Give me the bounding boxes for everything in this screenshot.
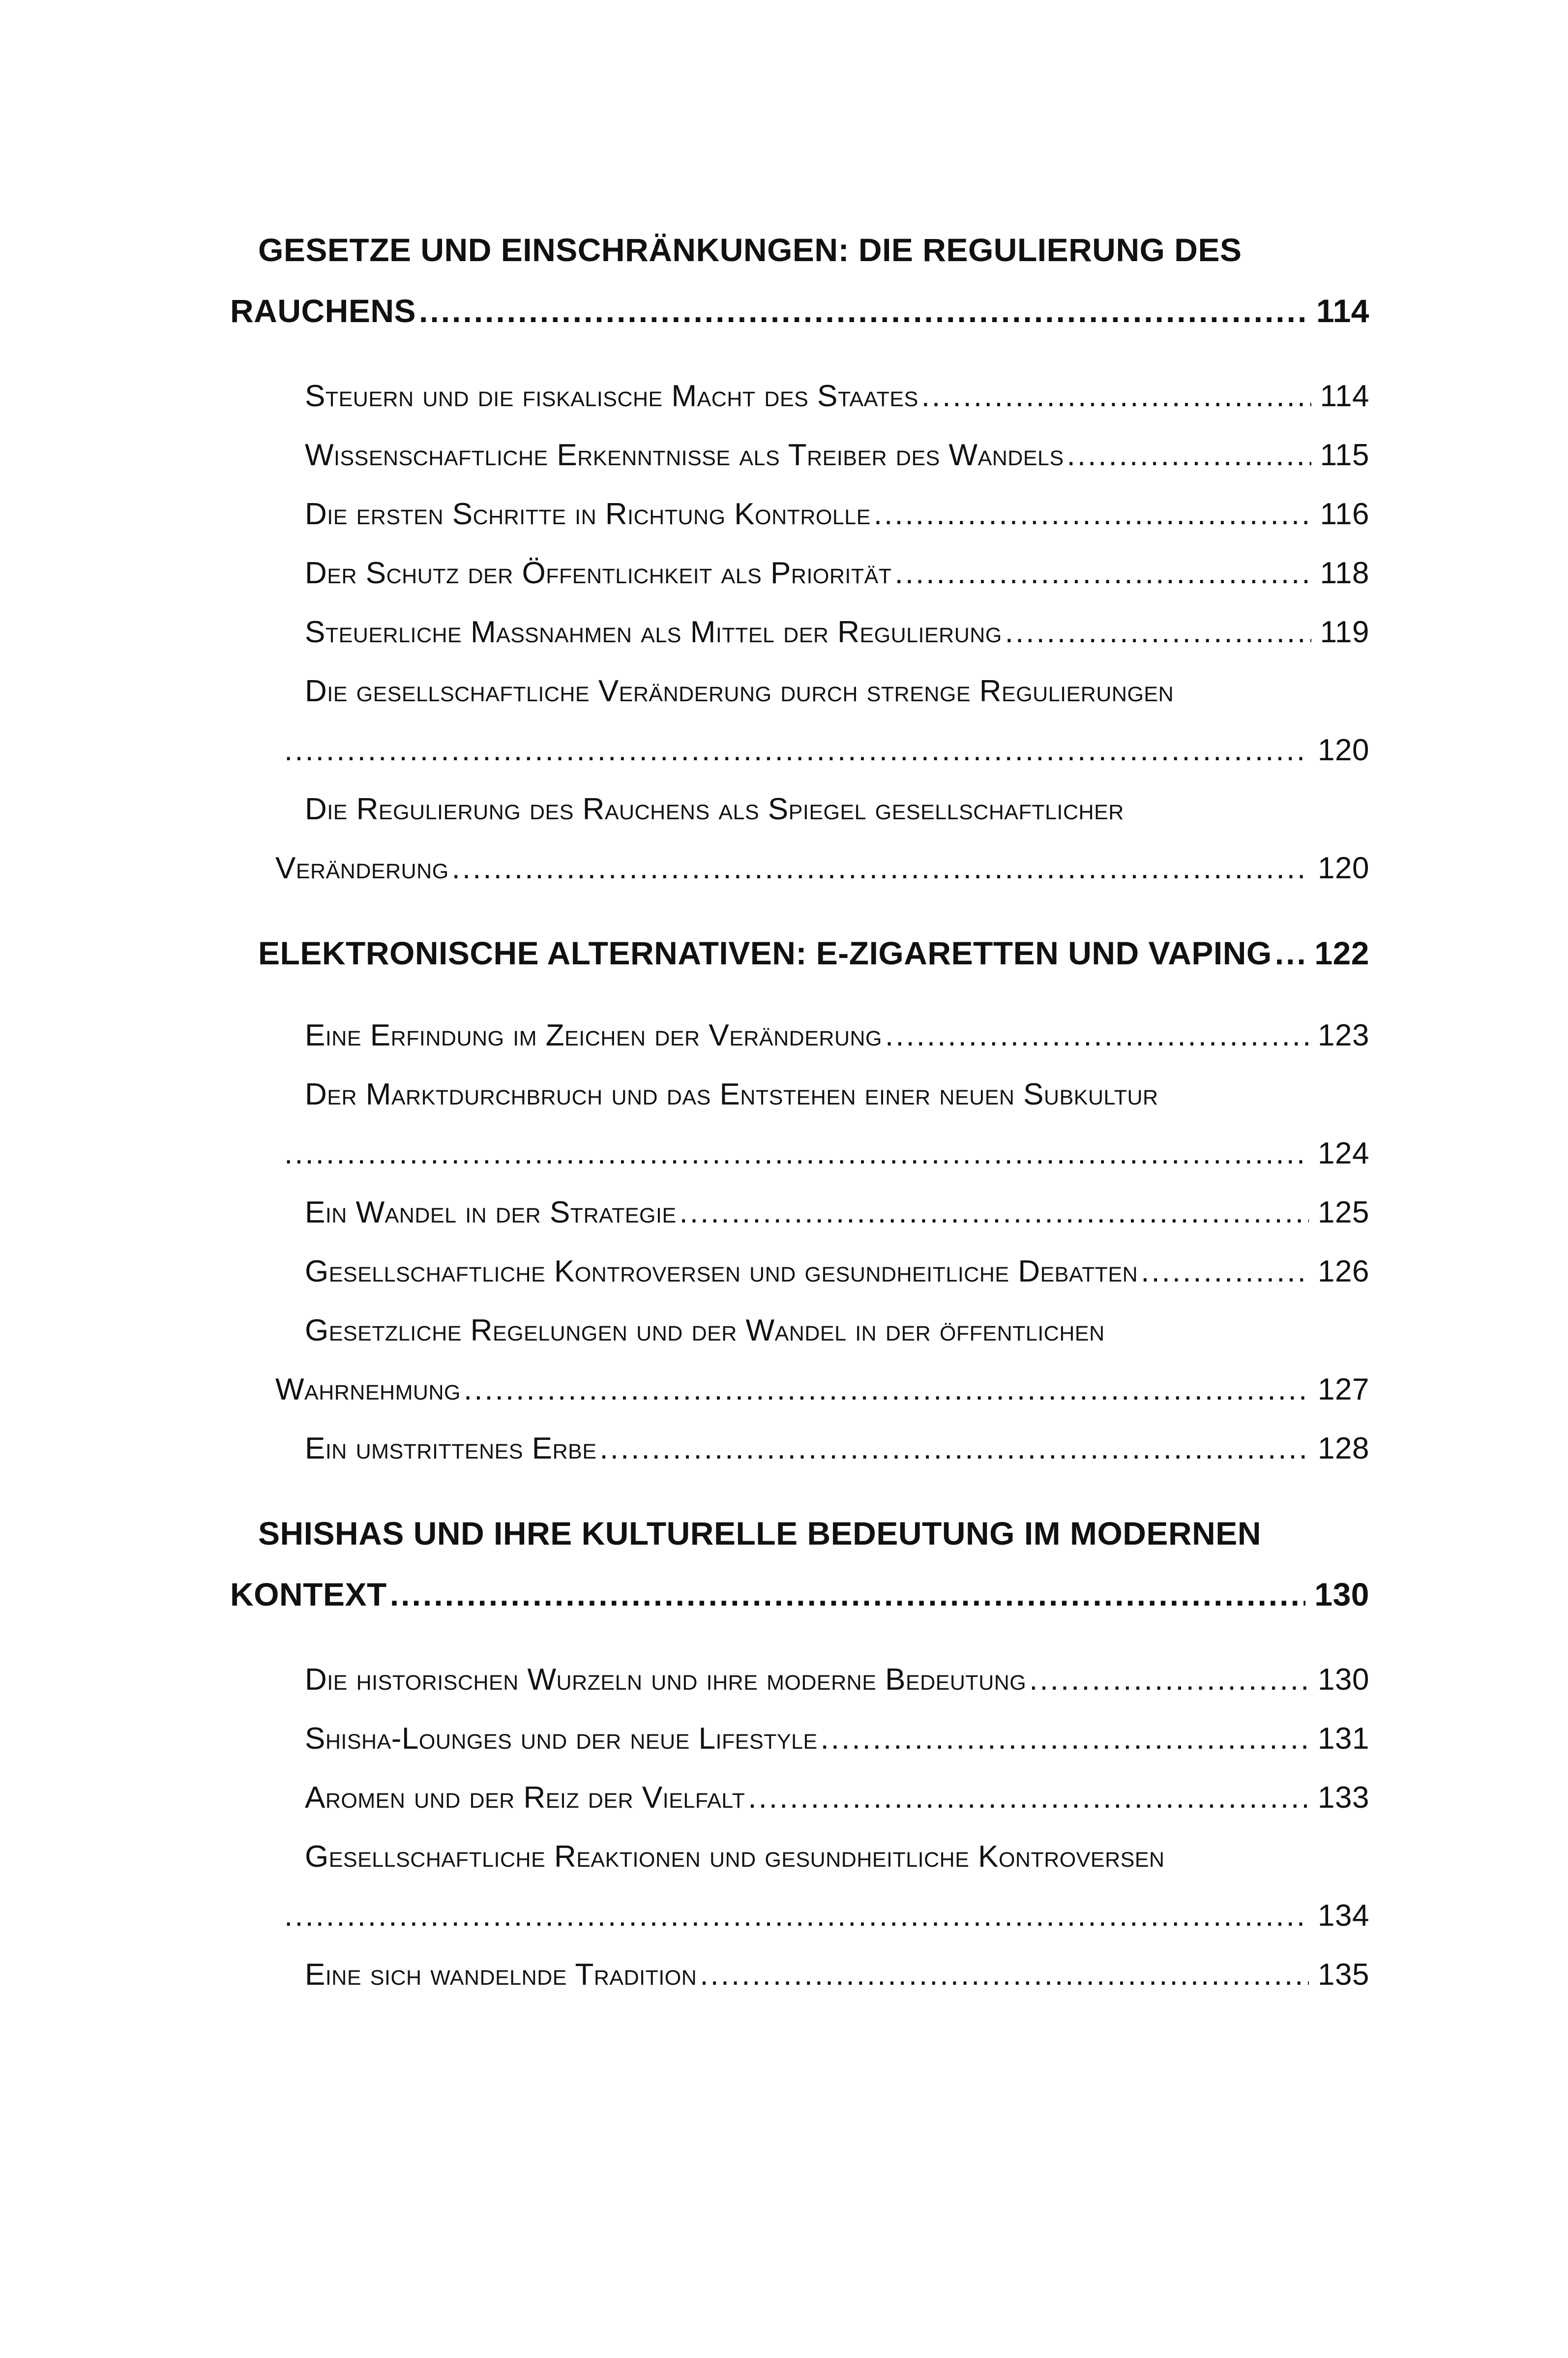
toc-entry-line1[interactable]	[305, 1077, 1369, 1112]
page-number: 118	[1320, 556, 1369, 590]
page-number: 119	[1320, 615, 1369, 649]
entry-title: Die ersten Schritte in Richtung Kontrolle	[305, 497, 871, 531]
chapter-2-title[interactable]	[258, 934, 1369, 972]
dot-leader	[700, 1957, 1309, 1992]
chapter-3-title-line2[interactable]	[230, 1576, 1369, 1613]
entry-title: Gesellschaftliche Reaktionen und gesundheitliche Kontroversen	[305, 1840, 1165, 1874]
dot-leader	[748, 1780, 1309, 1815]
page-number: 120	[1318, 851, 1369, 885]
entry-title: Wahrnehmung	[275, 1373, 461, 1406]
dot-leader	[390, 1576, 1306, 1613]
dot-leader	[1005, 615, 1311, 650]
entry-title: Shisha-Lounges und der neue Lifestyle	[305, 1722, 818, 1756]
page-number: 114	[1320, 379, 1369, 413]
dot-leader	[1067, 438, 1311, 473]
entry-title: Der Marktdurchbruch und das Entstehen einer neuen Subkultur	[305, 1077, 1158, 1111]
page-number: 116	[1320, 497, 1369, 531]
page-number: 124	[1318, 1136, 1369, 1170]
entry-title: Gesetzliche Regelungen und der Wandel in der öffentlichen	[305, 1313, 1105, 1347]
entry-title: Die historischen Wurzeln und ihre moderne Bedeutung	[305, 1663, 1027, 1697]
toc-entry-line2[interactable]	[284, 733, 1369, 768]
dot-leader	[284, 1898, 1309, 1933]
entry-title: Ein umstrittenes Erbe	[305, 1432, 597, 1465]
toc-entry[interactable]	[305, 1721, 1369, 1756]
entry-title: Die gesellschaftliche Veränderung durch strenge Regulierungen	[305, 674, 1174, 708]
toc-entry[interactable]	[305, 379, 1369, 414]
page-number: 126	[1318, 1254, 1369, 1288]
toc-entry[interactable]	[305, 438, 1369, 473]
entry-title: Wissenschaftliche Erkenntnisse als Treiber des Wandels	[305, 438, 1064, 472]
toc-entry[interactable]	[305, 1957, 1369, 1992]
toc-entry[interactable]	[305, 615, 1369, 650]
dot-leader	[885, 1018, 1309, 1053]
chapter-title: GESETZE UND EINSCHRÄNKUNGEN: DIE REGULIERUNG DES	[258, 232, 1242, 268]
chapter-3-title-line1[interactable]	[258, 1515, 1369, 1552]
entry-title: Steuerliche Maßnahmen als Mittel der Regulierung	[305, 615, 1002, 649]
dot-leader	[600, 1431, 1309, 1466]
dot-leader	[284, 733, 1309, 768]
toc-entry-line2[interactable]	[275, 851, 1369, 886]
page-number: 127	[1318, 1373, 1369, 1406]
toc-entry[interactable]	[305, 1195, 1369, 1230]
toc-entry-line1[interactable]	[305, 1313, 1369, 1348]
chapter-title: SHISHAS UND IHRE KULTURELLE BEDEUTUNG IM MODERNEN	[258, 1515, 1261, 1552]
entry-title: Gesellschaftliche Kontroversen und gesundheitliche Debatten	[305, 1254, 1138, 1288]
entry-title: Eine Erfindung im Zeichen der Veränderung	[305, 1018, 882, 1052]
chapter-title: KONTEXT	[230, 1576, 387, 1612]
page-number: 135	[1318, 1958, 1369, 1992]
toc-entry[interactable]	[305, 1662, 1369, 1697]
page-number: 133	[1318, 1781, 1369, 1815]
dot-leader	[1275, 934, 1306, 972]
page-number: 125	[1318, 1195, 1369, 1229]
page-number: 134	[1318, 1899, 1369, 1933]
page-number: 131	[1318, 1722, 1369, 1756]
dot-leader	[419, 292, 1307, 329]
dot-leader	[921, 379, 1311, 414]
page-number: 120	[1318, 733, 1369, 767]
dot-leader	[284, 1136, 1309, 1171]
toc-entry[interactable]	[305, 1254, 1369, 1289]
toc-entry-line2[interactable]	[284, 1136, 1369, 1171]
dot-leader	[821, 1721, 1309, 1756]
page-number: 114	[1316, 293, 1369, 329]
chapter-title: RAUCHENS	[230, 293, 416, 329]
dot-leader	[452, 851, 1309, 886]
entry-title: Veränderung	[275, 851, 449, 885]
chapter-1-title-line2[interactable]	[230, 292, 1369, 329]
toc-entry[interactable]	[305, 1780, 1369, 1815]
page-number: 128	[1318, 1432, 1369, 1465]
page-number: 123	[1318, 1018, 1369, 1052]
dot-leader	[874, 497, 1311, 532]
page-number: 115	[1320, 438, 1369, 472]
dot-leader	[1029, 1662, 1309, 1697]
toc-entry-line2[interactable]	[284, 1898, 1369, 1933]
toc-entry[interactable]	[305, 1431, 1369, 1466]
entry-title: Eine sich wandelnde Tradition	[305, 1958, 697, 1992]
toc-entry[interactable]	[305, 497, 1369, 532]
page-number: 130	[1314, 1576, 1369, 1612]
chapter-title: ELEKTRONISCHE ALTERNATIVEN: E-ZIGARETTEN UND VAPING	[258, 935, 1272, 971]
entry-title: Aromen und der Reiz der Vielfalt	[305, 1781, 745, 1815]
chapter-1-title-line1[interactable]	[258, 231, 1369, 269]
dot-leader	[1141, 1254, 1309, 1289]
entry-title: Die Regulierung des Rauchens als Spiegel gesellschaftlicher	[305, 792, 1124, 826]
toc-entry-line1[interactable]	[305, 674, 1369, 709]
toc-entry[interactable]	[305, 556, 1369, 591]
entry-title: Der Schutz der Öffentlichkeit als Priorität	[305, 556, 892, 590]
toc-entry[interactable]	[305, 1018, 1369, 1053]
entry-title: Ein Wandel in der Strategie	[305, 1195, 677, 1229]
toc-entry-line1[interactable]	[305, 792, 1369, 827]
page-number: 122	[1314, 935, 1369, 971]
entry-title: Steuern und die fiskalische Macht des Staates	[305, 379, 918, 413]
page-number: 130	[1318, 1663, 1369, 1697]
dot-leader	[464, 1372, 1309, 1407]
dot-leader	[895, 556, 1311, 591]
toc-entry-line1[interactable]	[305, 1839, 1369, 1874]
dot-leader	[680, 1195, 1309, 1230]
toc-entry-line2[interactable]	[275, 1372, 1369, 1407]
